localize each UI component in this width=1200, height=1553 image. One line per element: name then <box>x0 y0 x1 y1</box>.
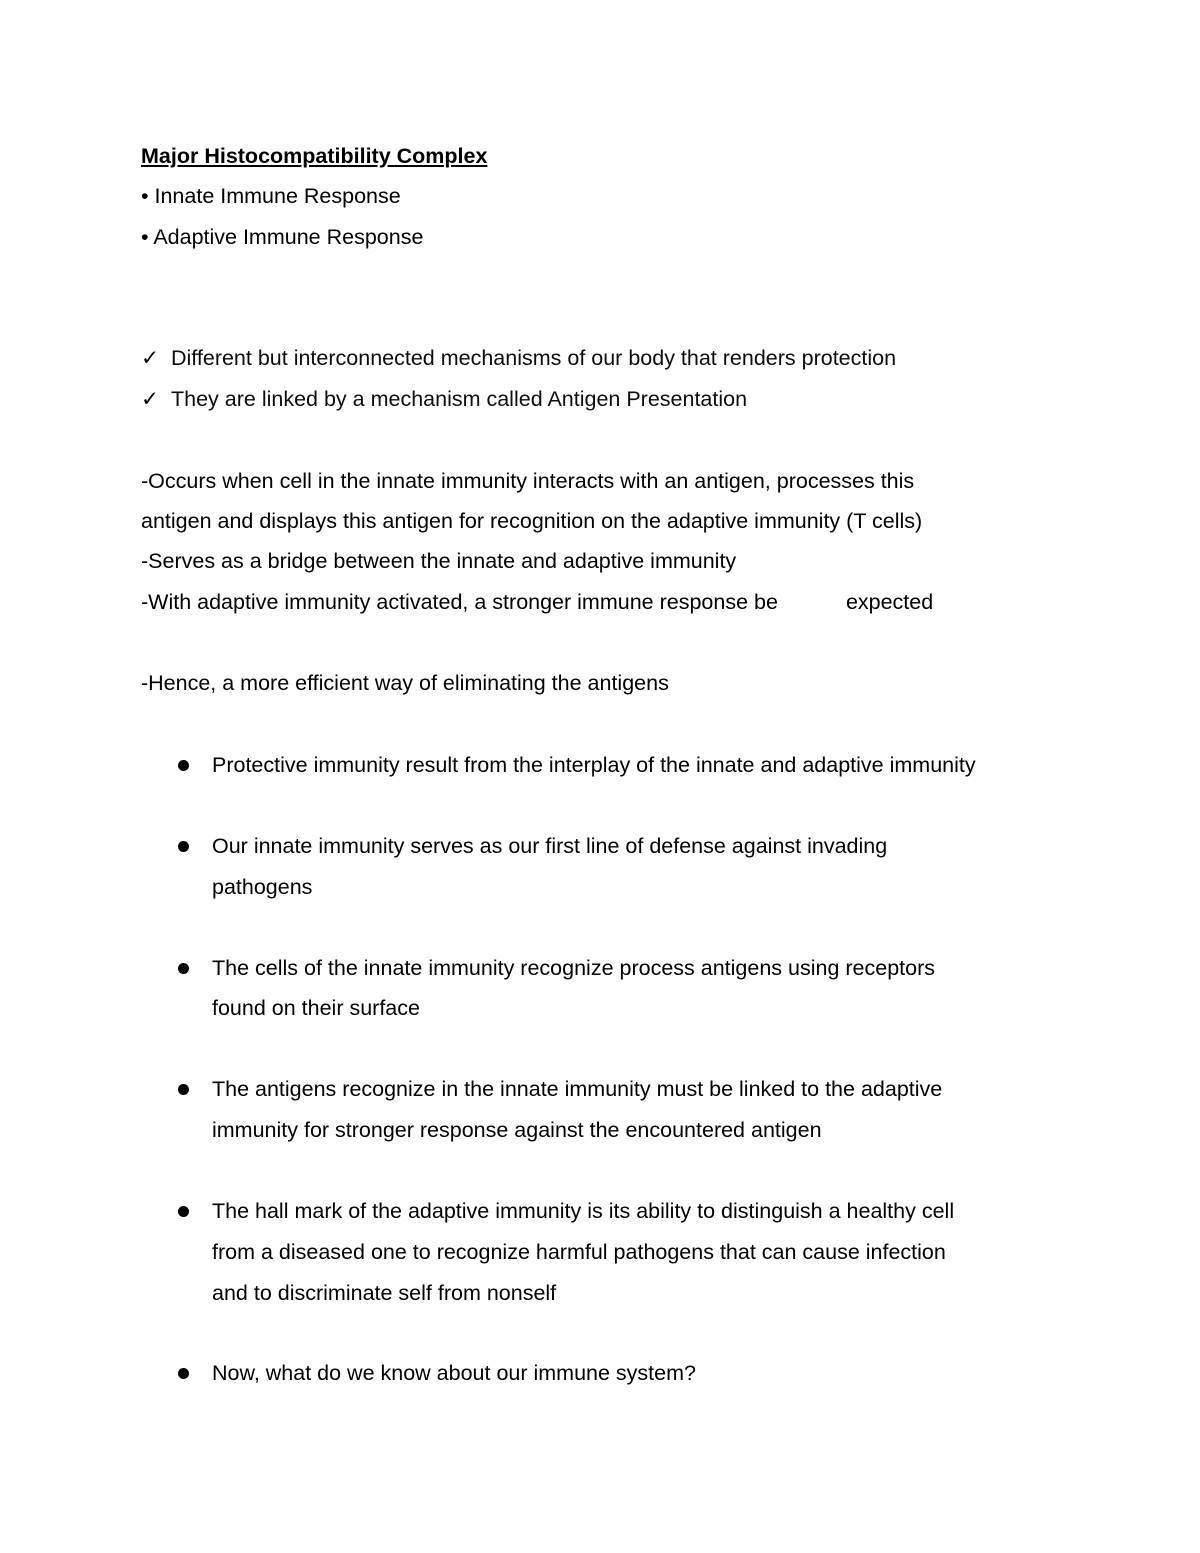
bullet-text: and to discriminate self from nonself <box>212 1281 557 1305</box>
check-item <box>141 345 896 371</box>
bullet-icon <box>178 963 189 974</box>
intro-item-adaptive: • Adaptive Immune Response <box>141 225 424 249</box>
bullet-text: The cells of the innate immunity recognize process antigens using receptors <box>212 956 936 980</box>
check-item <box>141 386 747 412</box>
checkmark-icon: ✓ <box>141 387 160 411</box>
bullet-text: immunity for stronger response against the encountered antigen <box>212 1118 822 1142</box>
bullet-text: Our innate immunity serves as our first line of defense against invading <box>212 834 888 858</box>
paragraph-line: antigen and displays this antigen for recognition on the adaptive immunity (T cells) <box>141 509 923 533</box>
bullet-icon <box>178 760 189 771</box>
bullet-text: from a diseased one to recognize harmful pathogens that can cause infection <box>212 1240 946 1264</box>
paragraph-line: -Serves as a bridge between the innate and adaptive immunity <box>141 549 737 573</box>
bullet-text: Now, what do we know about our immune system? <box>212 1361 696 1385</box>
intro-item-innate: • Innate Immune Response <box>141 184 401 208</box>
bullet-icon <box>178 841 189 852</box>
bullet-text: pathogens <box>212 875 313 899</box>
bullet-text: found on their surface <box>212 996 420 1020</box>
check-item-text: They are linked by a mechanism called Antigen Presentation <box>171 387 748 411</box>
checkmark-icon: ✓ <box>141 346 160 370</box>
paragraph-line: -Hence, a more efficient way of eliminating the antigens <box>141 671 669 695</box>
bullet-text: The hall mark of the adaptive immunity is its ability to distinguish a healthy cell <box>212 1199 955 1223</box>
paragraph-line <box>141 589 933 615</box>
bullet-icon <box>178 1084 189 1095</box>
paragraph-line-text: -With adaptive immunity activated, a stronger immune response be <box>141 590 778 614</box>
bullet-text: The antigens recognize in the innate immunity must be linked to the adaptive <box>212 1077 943 1101</box>
check-item-text: Different but interconnected mechanisms of our body that renders protection <box>171 346 897 370</box>
bullet-icon <box>178 1368 189 1379</box>
bullet-text: Protective immunity result from the interplay of the innate and adaptive immunity <box>212 753 976 777</box>
bullet-icon <box>178 1206 189 1217</box>
paragraph-line-text: expected <box>845 590 934 614</box>
paragraph-line: -Occurs when cell in the innate immunity interacts with an antigen, processes this <box>141 469 915 493</box>
page-title: Major Histocompatibility Complex <box>141 144 488 168</box>
